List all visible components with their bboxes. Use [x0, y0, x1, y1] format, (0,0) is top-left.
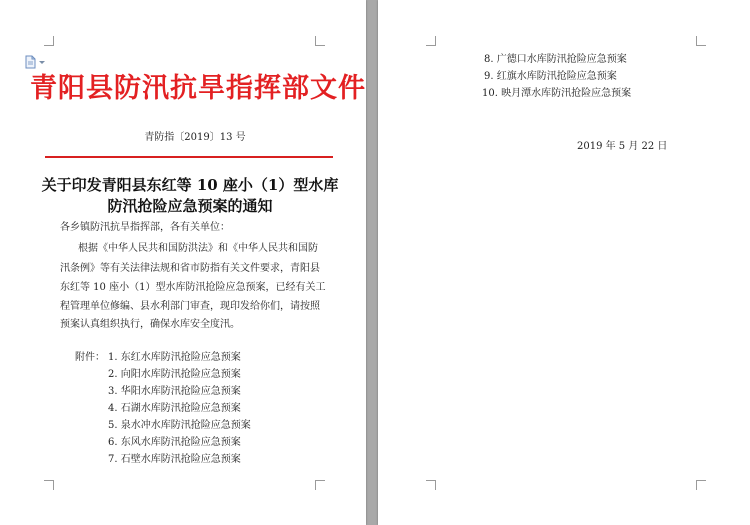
document-number: 青防指〔2019〕13 号	[144, 132, 246, 143]
margin-corner-bottom-right	[315, 480, 325, 490]
document-page-1	[0, 0, 366, 525]
attachment-item: 4. 石湖水库防汛抢险应急预案	[108, 403, 241, 414]
attachment-item: 10. 映月潭水库防汛抢险应急预案	[482, 88, 632, 99]
margin-corner-top-left	[426, 36, 436, 46]
attachment-item: 5. 泉水冲水库防汛抢险应急预案	[108, 420, 251, 431]
margin-corner-bottom-left	[426, 480, 436, 490]
body-line: 东红等 10 座小（1）型水库防汛抢险应急预案，已经有关工	[60, 282, 326, 293]
attachment-item: 8. 广德口水库防汛抢险应急预案	[484, 54, 627, 65]
attachment-label: 附件：	[75, 352, 105, 363]
margin-corner-top-right	[696, 36, 706, 46]
notice-title-line-1: 关于印发青阳县东红等 10 座小（1）型水库	[41, 176, 339, 194]
body-line: 根据《中华人民共和国防洪法》和《中华人民共和国防	[78, 243, 318, 254]
margin-corner-bottom-right	[696, 480, 706, 490]
margin-corner-bottom-left	[44, 480, 54, 490]
attachment-item: 6. 东风水库防汛抢险应急预案	[108, 437, 241, 448]
attachment-item: 2. 向阳水库防汛抢险应急预案	[108, 369, 241, 380]
notice-title-line-2: 防汛抢险应急预案的通知	[107, 197, 273, 215]
body-line: 预案认真组织执行，确保水库安全度汛。	[60, 319, 240, 330]
addressee-line: 各乡镇防汛抗旱指挥部，各有关单位：	[60, 222, 230, 233]
margin-corner-top-left	[44, 36, 54, 46]
attachment-item: 7. 石壁水库防汛抢险应急预案	[108, 454, 241, 465]
notice-title	[40, 175, 340, 217]
body-line: 汛条例》等有关法律法规和省市防指有关文件要求，青阳县	[60, 263, 320, 274]
red-separator-line	[45, 156, 333, 158]
margin-corner-top-right	[315, 36, 325, 46]
issue-date: 2019 年 5 月 22 日	[577, 141, 668, 152]
attachment-item: 1. 东红水库防汛抢险应急预案	[108, 352, 241, 363]
body-line: 程管理单位修编、县水利部门审查，现印发给你们，请按照	[60, 301, 320, 312]
masthead-title: 青阳县防汛抗旱指挥部文件	[30, 73, 366, 104]
attachment-item: 9. 红旗水库防汛抢险应急预案	[484, 71, 617, 82]
attachment-item: 3. 华阳水库防汛抢险应急预案	[108, 386, 241, 397]
